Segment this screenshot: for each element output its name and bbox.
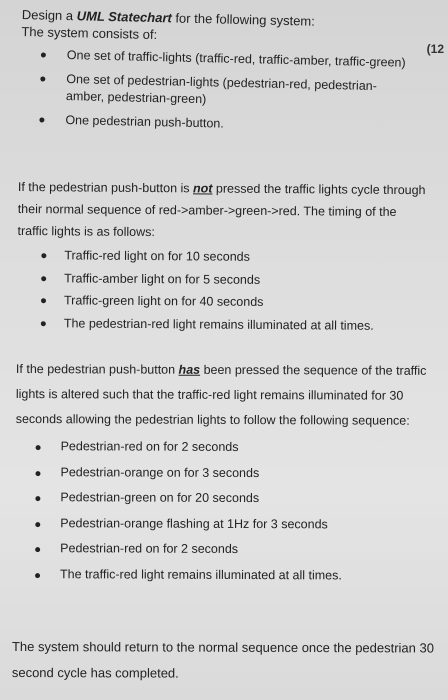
list-item: Traffic-amber light on for 5 seconds — [41, 267, 427, 293]
list-item: The traffic-red light remains illuminated at all times. — [35, 562, 443, 589]
list-item: Traffic-red light on for 10 seconds — [41, 244, 427, 270]
system-intro: The system consists of: — [21, 23, 158, 43]
pedestrian-sequence-list — [35, 434, 444, 589]
component-list — [39, 46, 421, 137]
pressed-para-emphasis: has — [178, 362, 201, 377]
marks-label: (12 — [426, 42, 444, 56]
list-item: One set of pedestrian-lights (pedestrian-red, pedestrian-amber, pedestrian-green) — [40, 70, 421, 113]
title-prefix: Design a — [21, 6, 77, 24]
list-item: Pedestrian-red on for 2 seconds — [36, 434, 444, 461]
normal-sequence-section — [17, 176, 428, 337]
list-item: Pedestrian-green on for 20 seconds — [35, 485, 443, 512]
normal-para-before: If the pedestrian push-button is — [17, 179, 194, 196]
normal-paragraph — [17, 176, 428, 245]
list-item: Pedestrian-red on for 2 seconds — [35, 536, 443, 563]
pressed-paragraph — [16, 357, 444, 434]
normal-para-emphasis: not — [192, 181, 213, 196]
list-item: Pedestrian-orange on for 3 seconds — [35, 460, 443, 487]
list-item: One set of traffic-lights (traffic-red, traffic-amber, traffic-green) — [41, 46, 421, 72]
list-item: Traffic-green light on for 40 seconds — [41, 289, 427, 315]
closing-paragraph: The system should return to the normal sequence once the pedestrian 30 second cycle has completed. — [11, 639, 435, 681]
normal-para-after: pressed the traffic lights cycle through their normal sequence of red->amber->green->red. The timing of the traffic lights is as follows: — [17, 181, 426, 240]
normal-timing-list — [41, 244, 428, 337]
pressed-sequence-section — [15, 357, 444, 589]
pressed-para-after: been pressed the sequence of the traffic lights is altered such that the traffic-red light remains illuminated for 30 seconds allowing the pedestrian lights to follow the following sequence: — [15, 362, 427, 428]
list-item: The pedestrian-red light remains illuminated at all times. — [41, 312, 427, 338]
title-suffix: for the following system: — [171, 10, 316, 29]
pressed-para-before: If the pedestrian push-button — [15, 361, 179, 377]
question-header — [19, 6, 422, 144]
list-item: Pedestrian-orange flashing at 1Hz for 3 seconds — [35, 511, 443, 538]
list-item: One pedestrian push-button. — [39, 111, 419, 137]
title-emphasis: UML Statechart — [76, 8, 172, 26]
